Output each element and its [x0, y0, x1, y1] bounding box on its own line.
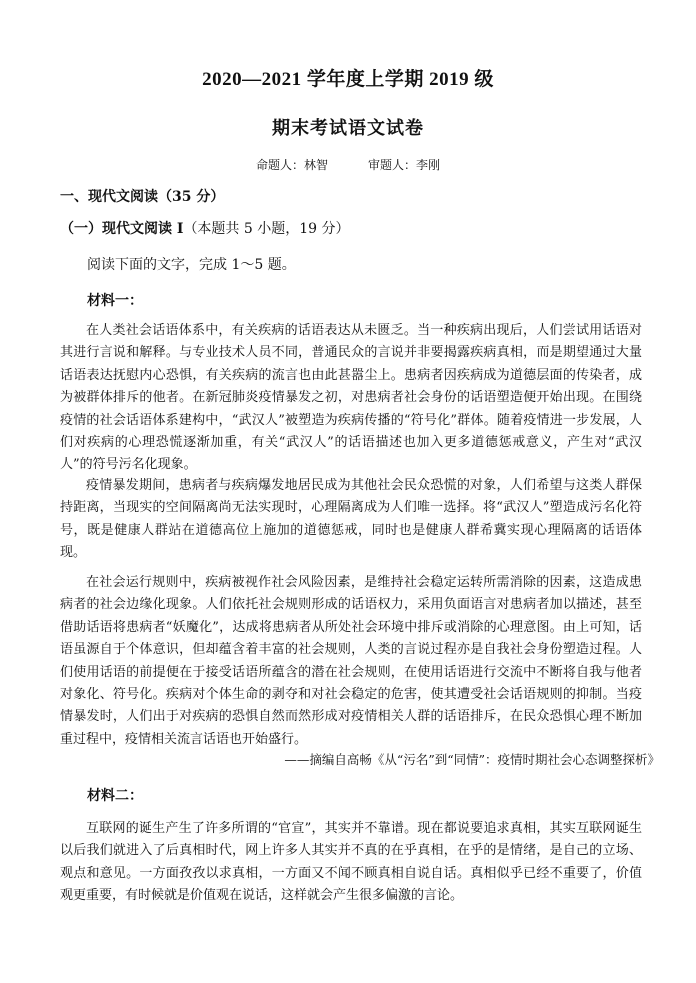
exam-title: 期末考试语文试卷 — [272, 118, 424, 139]
material2-paragraph: 互联网的诞生产生了许多所谓的“官宣”，其实并不靠谱。现在都说要追求真相，其实互联网诞生以后我们就进入了后真相时代，网上许多人其实并不真的在乎真相，在乎的是情绪，是自己的立场、观点和意见。一方面孜孜以求真相，一方面又不闻不顾真相自说自话。真相似乎已经不重要了，价值观更重要，有时候就是价值观在说话，这样就会产生很多偏激的言论。 — [60, 821, 642, 904]
sub-section-heading — [60, 218, 350, 238]
exam-title-year: 2020—2021 学年度上学期 2019 级 — [202, 69, 494, 90]
material2-label: 材料二： — [87, 788, 143, 804]
reviewer-label: 审题人：李刚 — [368, 158, 441, 172]
material1-label: 材料一： — [87, 293, 143, 309]
material1-paragraph: 疫情暴发期间，患病者与疾病爆发地居民成为其他社会民众恐慌的对象，人们希望与这类人群保持距离，当现实的空间隔离尚无法实现时，心理隔离成为人们唯一选择。将“武汉人”塑造成污名化符号，既是健康人群站在道德高位上施加的道德惩戒，同时也是健康人群希冀实现心理隔离的话语体现。 — [60, 478, 642, 561]
author-line — [0, 156, 696, 173]
material1-paragraph: 在人类社会话语体系中，有关疾病的话语表达从未匮乏。当一种疾病出现后，人们尝试用话语对其进行言说和解释。与专业技术人员不同，普通民众的言说并非要揭露疾病真相，而是期望通过大量话语表达抚慰内心恐惧，有关疾病的流言也由此甚嚣尘上。患病者因疾病成为道德层面的传染者，成为被群体排斥的他者。在新冠肺炎疫情暴发之初，对患病者社会身份的话语塑造便开始出现。在围绕疫情的社会话语体系建构中，“武汉人”被塑造为疾病传播的“符号化”群体。随着疫情进一步发展，人们对疾病的心理恐慌逐渐加重，有关“武汉人”的话语描述也加入更多道德惩戒意义，产生对“武汉人”的符号污名化现象。 — [60, 323, 642, 473]
material1-source: ——摘编自高畅《从“污名”到“同情”：疫情时期社会心态调整探析》 — [284, 752, 660, 767]
author-label: 命题人：林智 — [255, 158, 328, 172]
reading-instruction: 阅读下面的文字，完成 1～5 题。 — [87, 257, 296, 273]
sub-heading-detail: （本题共 5 小题，19 分） — [183, 221, 350, 237]
sub-heading-title: （一）现代文阅读 I — [60, 221, 184, 237]
material1-paragraph: 在社会运行规则中，疾病被视作社会风险因素，是维持社会稳定运转所需消除的因素，这造成患病者的社会边缘化现象。人们依托社会规则形成的话语权力，采用负面语言对患病者加以描述，甚至借助话语将患病者“妖魔化”，达成将患病者从所处社会环境中排斥或消除的心理意图。由上可知，话语虽源自于个体意识，但却蕴含着丰富的社会规则，人类的言说过程亦是自我社会身份塑造过程。人们使用话语的前提便在于接受话语所蕴含的潜在社会规则，在使用话语进行交流中不断将自我与他者对象化、符号化。疾病对个体生命的剥夺和对社会稳定的危害，使其遭受社会话语规则的抑制。当疫情暴发时，人们出于对疾病的恐惧自然而然形成对疫情相关人群的话语排斥，在民众恐惧心理不断加重过程中，疫情相关流言话语也开始盛行。 — [60, 575, 642, 747]
section-heading: 一、现代文阅读（35 分） — [60, 189, 225, 205]
